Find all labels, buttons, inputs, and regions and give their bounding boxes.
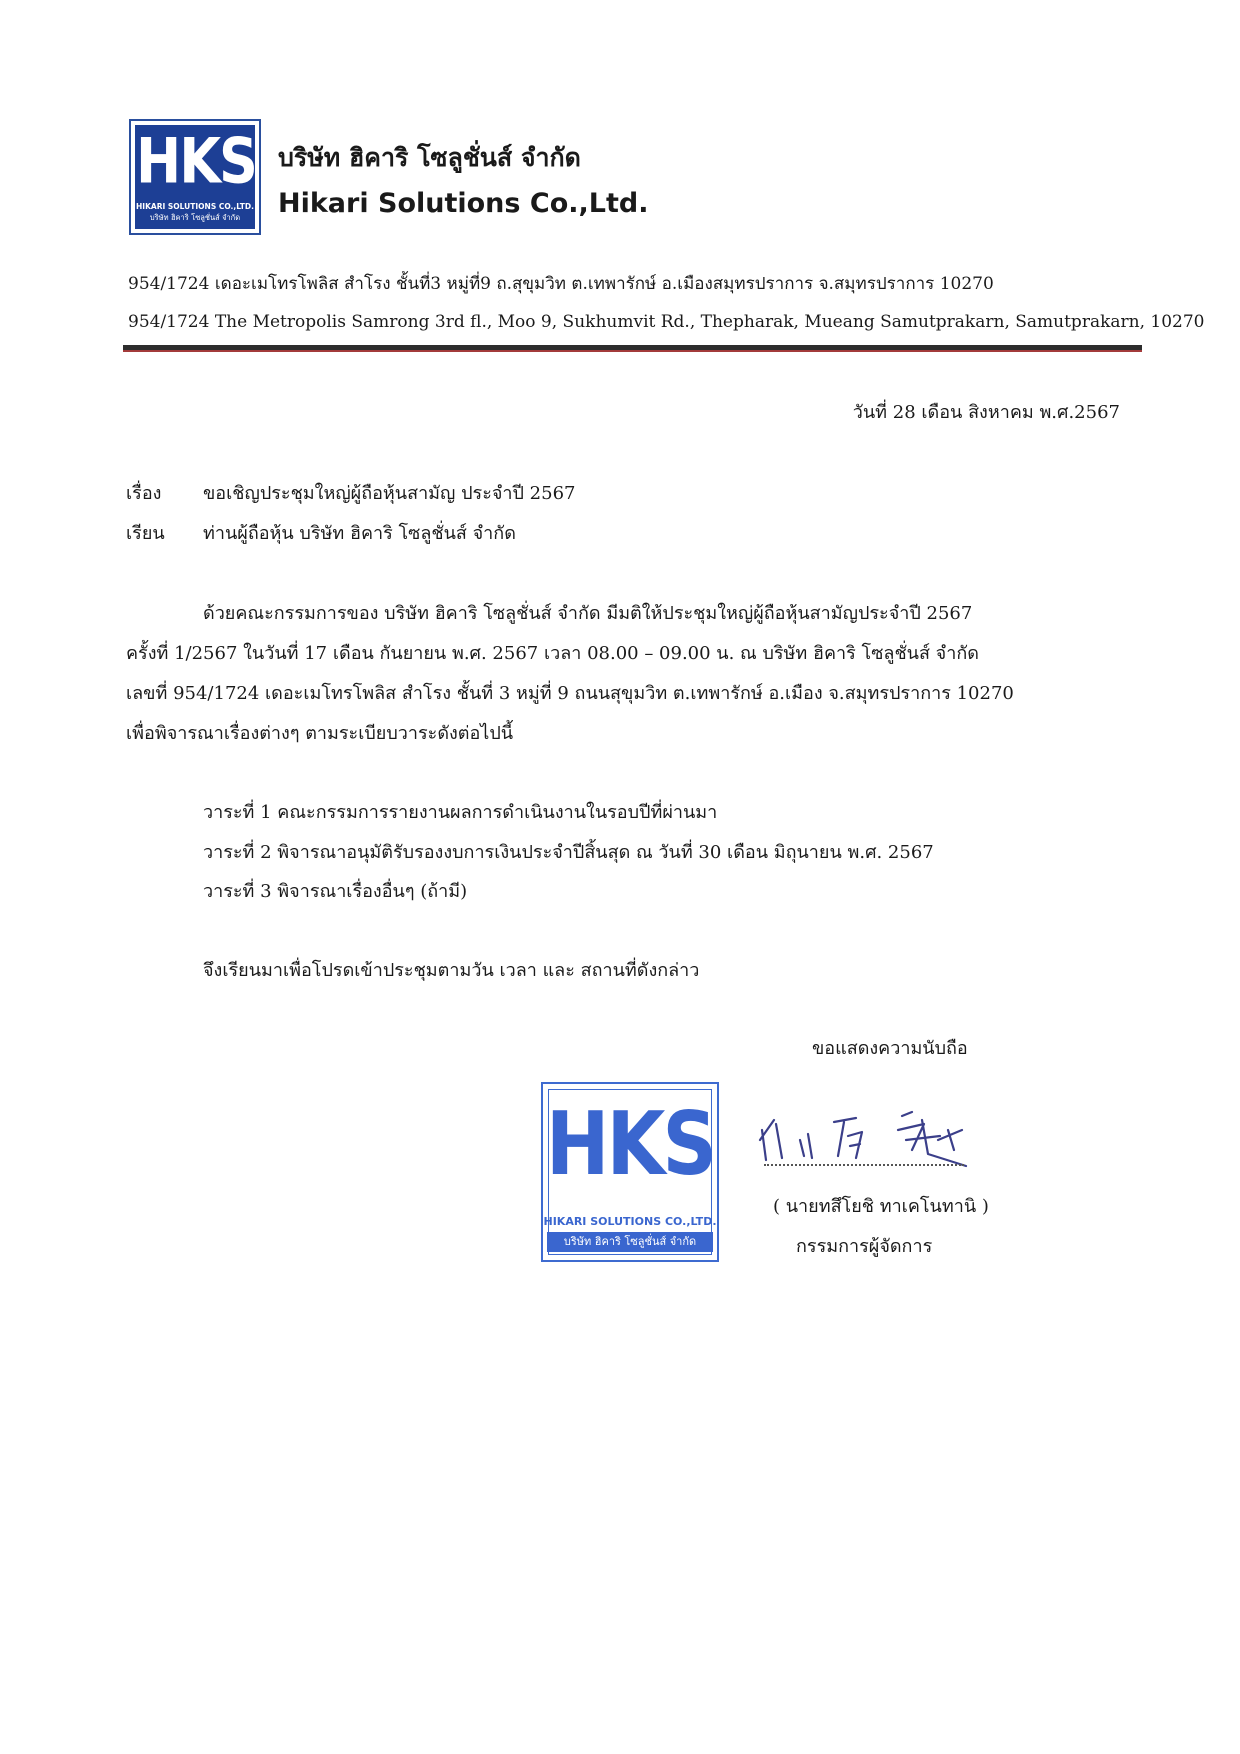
body-line-1: ด้วยคณะกรรมการของ บริษัท ฮิคาริ โซลูชั่นส์ จำกัด มีมติให้ประชุมใหญ่ผู้ถือหุ้นสามัญประจำปี 2567 — [203, 603, 973, 624]
logo-background — [135, 125, 255, 229]
agenda-item-2: วาระที่ 2 พิจารณาอนุมัติรับรองงบการเงินประจำปีสิ้นสุด ณ วันที่ 30 เดือน มิถุนายน พ.ศ. 2567 — [203, 842, 934, 863]
closing-line: จึงเรียนมาเพื่อโปรดเข้าประชุมตามวัน เวลา และ สถานที่ดังกล่าว — [203, 960, 700, 981]
address-th: 954/1724 เดอะเมโทรโพลิส สำโรง ชั้นที่3 หมู่ที่9 ถ.สุขุมวิท ต.เทพารักษ์ อ.เมืองสมุทรปราการ จ.สมุทรปราการ 10270 — [128, 274, 994, 294]
logo-letters: HKS — [136, 125, 256, 198]
recipient-value: ท่านผู้ถือหุ้น บริษัท ฮิคาริ โซลูชั่นส์ จำกัด — [203, 523, 516, 544]
stamp-letters: HKS — [545, 1092, 715, 1195]
subject-value: ขอเชิญประชุมใหญ่ผู้ถือหุ้นสามัญ ประจำปี 2567 — [203, 483, 576, 504]
regards: ขอแสดงความนับถือ — [812, 1038, 968, 1059]
stamp-subtitle-th: บริษัท ฮิคาริ โซลูชั่นส์ จำกัด — [547, 1232, 713, 1252]
handwritten-signature — [752, 1100, 1002, 1180]
stamp-subtitle-en: HIKARI SOLUTIONS CO.,LTD. — [543, 1215, 717, 1228]
subject-label: เรื่อง — [126, 483, 162, 504]
signer-position: กรรมการผู้จัดการ — [796, 1236, 933, 1257]
body-line-4: เพื่อพิจารณาเรื่องต่างๆ ตามระเบียบวาระดังต่อไปนี้ — [126, 723, 514, 744]
letter-date: วันที่ 28 เดือน สิงหาคม พ.ศ.2567 — [852, 402, 1120, 423]
body-line-2: ครั้งที่ 1/2567 ในวันที่ 17 เดือน กันยายน พ.ศ. 2567 เวลา 08.00 – 09.00 น. ณ บริษัท ฮิคาริ โซลูชั่นส์ จำกัด — [126, 643, 979, 664]
company-logo — [129, 119, 261, 235]
signature-line — [764, 1164, 964, 1166]
recipient-label: เรียน — [126, 523, 165, 544]
agenda-item-1: วาระที่ 1 คณะกรรมการรายงานผลการดำเนินงานในรอบปีที่ผ่านมา — [203, 802, 718, 823]
company-name-en: Hikari Solutions Co.,Ltd. — [278, 188, 649, 219]
address-en: 954/1724 The Metropolis Samrong 3rd fl., Moo 9, Sukhumvit Rd., Thepharak, Mueang Samutprakarn, Samutprakarn, 10270 — [128, 312, 1205, 332]
logo-subtitle-th: บริษัท ฮิคาริ โซลูชั่นส์ จำกัด — [149, 213, 241, 222]
agenda-item-3: วาระที่ 3 พิจารณาเรื่องอื่นๆ (ถ้ามี) — [203, 881, 468, 902]
company-stamp — [541, 1082, 719, 1262]
signer-name: ( นายทสึโยชิ ทาเคโนทานิ ) — [773, 1196, 989, 1217]
logo-subtitle-en: HIKARI SOLUTIONS CO.,LTD. — [136, 202, 254, 211]
header-divider-accent — [123, 350, 1142, 352]
body-line-3: เลขที่ 954/1724 เดอะเมโทรโพลิส สำโรง ชั้นที่ 3 หมู่ที่ 9 ถนนสุขุมวิท ต.เทพารักษ์ อ.เมือง จ.สมุทรปราการ 10270 — [126, 683, 1014, 704]
company-name-th: บริษัท ฮิคาริ โซลูชั่นส์ จำกัด — [278, 143, 581, 172]
